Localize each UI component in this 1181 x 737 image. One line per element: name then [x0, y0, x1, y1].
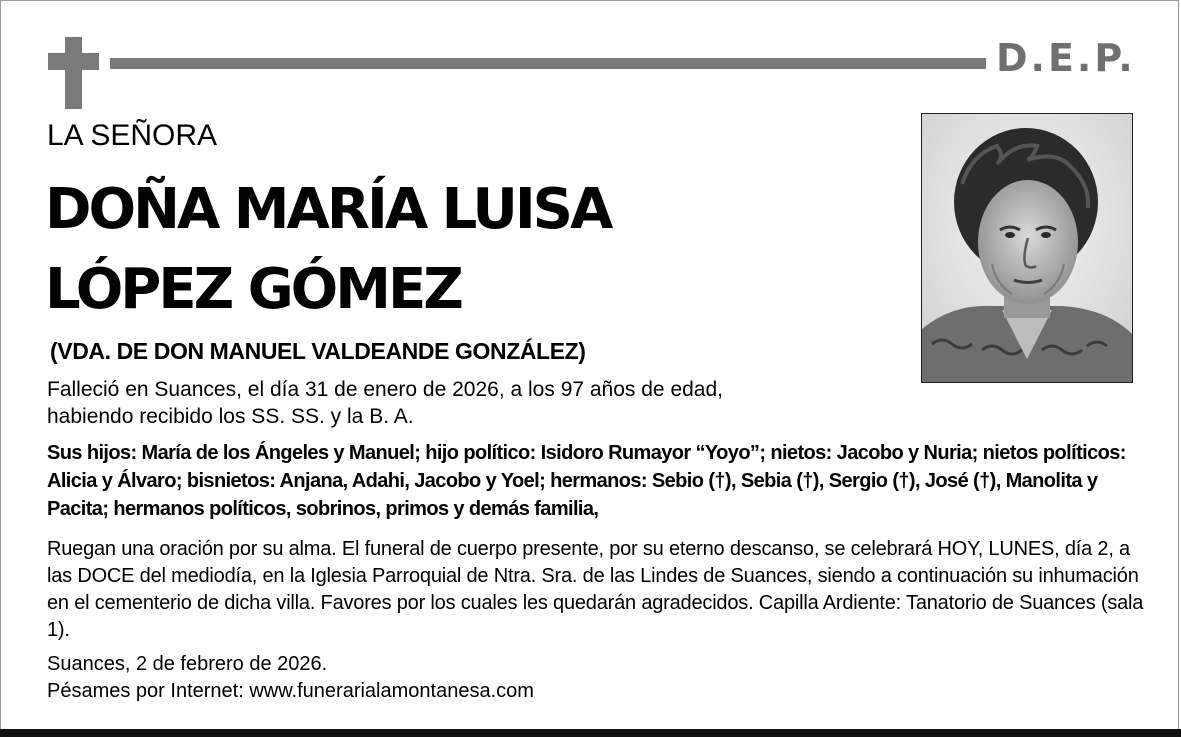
bottom-bar — [0, 729, 1181, 737]
funeral-details: Ruegan una oración por su alma. El funeral de cuerpo presente, por su eterno descanso, se celebrará HOY, LUNES, día 2, a las DOCE del mediodía, en la Iglesia Parroquial de Ntra. Sra. de las Lindes de Suances, siendo a continuación su inhumación en el cementerio de dicha villa. Favores por los cuales les quedarán agradecidos. Capilla Ardiente: Tanatorio de Suances (sala 1). — [47, 538, 1144, 641]
death-details — [47, 376, 723, 430]
intro-label: LA SEÑORA — [47, 119, 218, 152]
condolences-line: Pésames por Internet: www.funerarialamontanesa.com — [47, 680, 534, 702]
closing — [47, 651, 534, 705]
death-line-2: habiendo recibido los SS. SS. y la B. A. — [47, 405, 414, 428]
deceased-name — [45, 170, 610, 330]
place-date: Suances, 2 de febrero de 2026. — [47, 653, 328, 675]
header-rule — [110, 58, 986, 69]
dep-label: D.E.P. — [996, 36, 1136, 80]
portrait-photo — [921, 113, 1133, 383]
widow-of: (VDA. DE DON MANUEL VALDEANDE GONZÁLEZ) — [50, 338, 586, 364]
family-list: Sus hijos: María de los Ángeles y Manuel; hijo político: Isidoro Rumayor “Yoyo”; nietos: Jacobo y Nuria; nietos políticos: Alicia y Álvaro; bisnietos: Anjana, Adahi, Jacobo y Yoel; hermanos: Sebio (†), Sebia (†), Sergio (†), José (†), Manolita y Pacita; hermanos políticos, sobrinos, primos y demás familia, — [47, 442, 1126, 520]
name-line-2: LÓPEZ GÓMEZ — [45, 257, 461, 322]
name-line-1: DOÑA MARÍA LUISA — [45, 177, 611, 242]
death-line-1: Falleció en Suances, el día 31 de enero de 2026, a los 97 años de edad, — [47, 378, 723, 401]
